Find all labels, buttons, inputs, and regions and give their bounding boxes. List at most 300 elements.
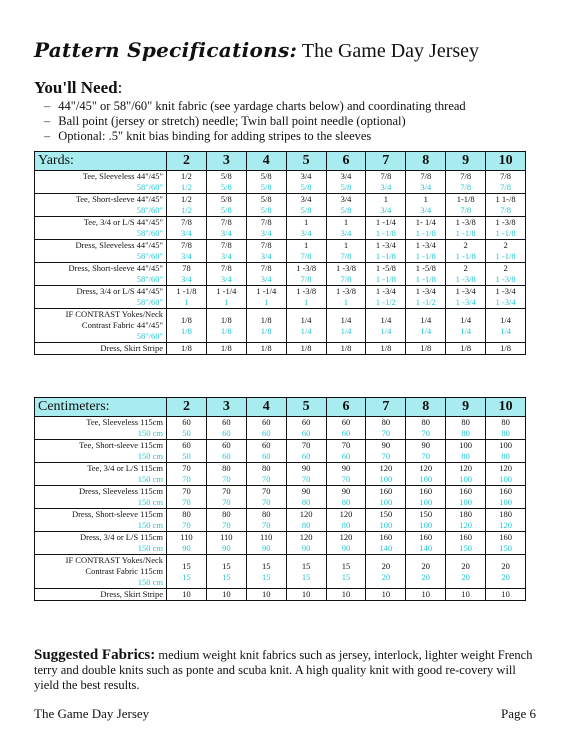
cell-value-alt: 100	[459, 497, 473, 507]
cell-value-primary: 1 -3/8	[335, 263, 357, 273]
row-label-primary: Tee, Sleeveless 115cm	[86, 417, 163, 427]
cell-value-primary: 120	[379, 463, 393, 473]
table-cell	[206, 509, 246, 532]
cell-value-primary: 1/4	[460, 314, 472, 325]
table-cell	[286, 589, 326, 601]
cell-value-alt: 3/4	[220, 228, 232, 238]
row-label-primary: Tee, 3/4 or L/S 44"/45"	[83, 217, 163, 227]
cell-value-primary: 80	[261, 463, 271, 473]
size-header: 5	[286, 152, 326, 171]
cell-value-alt: 140	[379, 543, 393, 553]
cell-value-primary: 120	[339, 509, 353, 519]
cell-value-primary: 7/8	[220, 240, 232, 250]
row-label	[35, 263, 167, 286]
cell-value-primary: 1/4	[380, 314, 392, 325]
table-cell	[446, 486, 486, 509]
table-cell	[406, 263, 446, 286]
page-title-script: Pattern Specifications:	[34, 38, 298, 62]
cell-value-primary: 10	[222, 589, 231, 599]
cell-value-primary: 1/8	[260, 343, 272, 353]
cell-value-primary: 10	[182, 589, 191, 599]
cell-value-primary: 60	[182, 417, 191, 427]
cell-value-primary: 3/4	[340, 194, 352, 204]
cell-value-alt: 20	[381, 571, 391, 582]
cell-value-alt: 5/8	[300, 182, 312, 192]
cell-value-alt: 7/8	[300, 274, 312, 284]
cell-value-alt: 100	[499, 474, 512, 484]
cell-value-alt: 1/4	[340, 325, 352, 336]
cell-value-alt: 90	[261, 543, 271, 553]
cell-value-alt: 1 -3/8	[455, 274, 476, 284]
cell-value-primary: 20	[461, 560, 470, 571]
table-cell	[366, 417, 406, 440]
size-header: 8	[406, 152, 446, 171]
cell-value-alt: 70	[222, 497, 231, 507]
cell-value-alt: 80	[461, 451, 470, 461]
table-cell	[326, 589, 366, 601]
cell-value-primary: 3/4	[300, 194, 312, 204]
table-cell	[446, 171, 486, 194]
table-row	[35, 486, 526, 509]
cell-value-alt: 7/8	[340, 274, 352, 284]
cell-value-alt: 20	[501, 571, 510, 582]
table-row	[35, 589, 526, 601]
cell-value-alt: 1/4	[420, 325, 432, 336]
cell-value-primary: 1- 1/4	[415, 217, 436, 227]
table-cell	[446, 589, 486, 601]
row-label-primary: Dress, Sleeveless 115cm	[79, 486, 163, 496]
table-cell	[406, 343, 446, 355]
cell-value-primary: 70	[222, 486, 231, 496]
size-header: 2	[167, 398, 207, 417]
table-cell	[286, 555, 326, 589]
cell-value-alt: 80	[501, 451, 510, 461]
table-cell	[366, 240, 406, 263]
cell-value-primary: 1/4	[340, 314, 352, 325]
table-cell	[406, 217, 446, 240]
cell-value-alt: 100	[459, 474, 473, 484]
cell-value-alt: 50	[182, 451, 191, 461]
cell-value-alt: 20	[461, 571, 470, 582]
table-cell	[167, 486, 207, 509]
table-cell	[366, 309, 406, 343]
table-cell	[366, 555, 406, 589]
cell-value-alt: 7/8	[500, 205, 511, 215]
cell-value-alt: 1 -1/8	[375, 251, 396, 261]
table-cell	[286, 463, 326, 486]
table-cell	[286, 509, 326, 532]
cell-value-alt: 1/8	[181, 325, 192, 336]
cell-value-primary: 1 -3/4	[375, 240, 396, 250]
cell-value-alt: 1	[224, 297, 229, 307]
cell-value-alt: 1 -3/8	[495, 274, 516, 284]
cell-value-alt: 3/4	[181, 251, 192, 261]
size-header: 2	[167, 152, 207, 171]
cell-value-primary: 150	[379, 509, 393, 519]
cell-value-primary: 1 -3/4	[495, 286, 516, 296]
cell-value-alt: 70	[381, 451, 391, 461]
table-cell	[446, 263, 486, 286]
table-row	[35, 532, 526, 555]
table-cell	[167, 343, 207, 355]
size-header: 3	[206, 152, 246, 171]
cell-value-alt: 80	[501, 428, 510, 438]
cell-value-alt: 100	[499, 497, 512, 507]
table-row	[35, 343, 526, 355]
row-label-primary: IF CONTRAST Yokes/Neck Contrast Fabric 44"/45"	[65, 309, 163, 330]
cell-value-primary: 1/8	[300, 343, 312, 353]
cell-value-primary: 7/8	[500, 171, 511, 181]
table-cell	[326, 286, 366, 309]
table-cell	[286, 486, 326, 509]
cell-value-primary: 10	[421, 589, 431, 599]
table-cell	[446, 309, 486, 343]
cell-value-primary: 2	[463, 240, 468, 250]
cell-value-primary: 160	[419, 486, 433, 496]
cell-value-primary: 1 -3/8	[296, 263, 317, 273]
cell-value-primary: 1 -3/8	[335, 286, 357, 296]
table-row	[35, 463, 526, 486]
cell-value-alt: 70	[381, 428, 391, 438]
cell-value-primary: 80	[461, 417, 470, 427]
cell-value-alt: 150	[499, 543, 512, 553]
cell-value-alt: 150	[459, 543, 473, 553]
cell-value-alt: 100	[379, 520, 393, 530]
cell-value-primary: 10	[501, 589, 510, 599]
cell-value-primary: 60	[301, 417, 311, 427]
table-cell	[167, 417, 207, 440]
cell-value-alt: 70	[182, 474, 191, 484]
row-label-alt: 58"/60"	[136, 205, 163, 215]
table-cell	[446, 440, 486, 463]
row-label-alt: 58"/60"	[136, 228, 163, 238]
cell-value-alt: 60	[261, 428, 271, 438]
cell-value-primary: 10	[261, 589, 271, 599]
table-cell	[206, 194, 246, 217]
row-label-alt: 58"/60"	[136, 251, 163, 261]
cell-value-primary: 60	[261, 417, 271, 427]
cell-value-primary: 1	[343, 240, 349, 250]
cell-value-primary: 160	[499, 486, 512, 496]
cell-value-alt: 15	[341, 571, 351, 582]
header-row	[35, 398, 526, 417]
cell-value-alt: 15	[182, 571, 191, 582]
cell-value-primary: 160	[459, 486, 473, 496]
table-cell	[486, 463, 526, 486]
table-cell	[167, 309, 207, 343]
table-cell	[366, 194, 406, 217]
cell-value-primary: 7/8	[260, 217, 272, 227]
cell-value-primary: 120	[419, 463, 433, 473]
yards-table-body	[35, 171, 526, 355]
table-cell	[486, 440, 526, 463]
cell-value-alt: 80	[341, 497, 351, 507]
cell-value-primary: 5/8	[260, 171, 272, 181]
cell-value-primary: 20	[381, 560, 391, 571]
table-cell	[167, 217, 207, 240]
header-row	[35, 152, 526, 171]
row-label-primary: IF CONTRAST Yokes/Neck Contrast Fabric 115cm	[65, 555, 163, 576]
table-cell	[326, 194, 366, 217]
table-cell	[206, 463, 246, 486]
cell-value-alt: 3/4	[340, 228, 352, 238]
cell-value-alt: 70	[182, 520, 191, 530]
table-cell	[246, 240, 286, 263]
table-cell	[286, 343, 326, 355]
table-cell	[206, 217, 246, 240]
cell-value-primary: 120	[339, 532, 353, 542]
table-row	[35, 555, 526, 589]
cell-value-alt: 7/8	[460, 205, 472, 215]
cell-value-alt: 1/8	[220, 325, 232, 336]
cell-value-primary: 1	[303, 217, 309, 227]
table-cell	[167, 171, 207, 194]
cell-value-alt: 5/8	[340, 182, 352, 192]
table-cell	[486, 217, 526, 240]
table-cell	[446, 555, 486, 589]
needs-heading-colon: :	[117, 78, 123, 97]
table-cell	[286, 417, 326, 440]
table-cell	[406, 440, 446, 463]
table-cell	[246, 217, 286, 240]
cell-value-primary: 1 -3/4	[415, 240, 436, 250]
cell-value-primary: 1 -3/8	[296, 286, 317, 296]
cell-value-primary: 90	[421, 440, 431, 450]
cell-value-primary: 160	[379, 532, 393, 542]
table-cell	[406, 486, 446, 509]
suggested-fabrics-text: medium weight knit fabrics such as jersey, interlock, lighter weight French terry and double knits such as ponte and scuba knit. A high quality knit with good re-covery will yield the best results.	[34, 648, 533, 692]
cell-value-primary: 7/8	[420, 171, 432, 181]
cell-value-primary: 90	[301, 486, 311, 496]
table-cell	[246, 417, 286, 440]
cell-value-alt: 1/8	[260, 325, 272, 336]
footer-title: The Game Day Jersey	[34, 706, 150, 721]
cell-value-alt: 70	[222, 474, 231, 484]
table-cell	[486, 486, 526, 509]
table-cell	[366, 509, 406, 532]
table-cell	[286, 171, 326, 194]
table-cell	[406, 555, 446, 589]
cell-value-primary: 90	[301, 463, 311, 473]
cell-value-primary: 120	[299, 532, 313, 542]
cell-value-primary: 2	[503, 240, 508, 250]
cell-value-primary: 1 -1/4	[256, 286, 277, 296]
cell-value-alt: 15	[222, 571, 231, 582]
table-cell	[486, 555, 526, 589]
cell-value-alt: 3/4	[420, 182, 432, 192]
table-cell	[366, 532, 406, 555]
table-cell	[366, 263, 406, 286]
row-label	[35, 417, 167, 440]
table-cell	[446, 417, 486, 440]
size-header: 6	[326, 152, 366, 171]
row-label	[35, 309, 167, 343]
cell-value-primary: 7/8	[260, 240, 272, 250]
table-cell	[406, 532, 446, 555]
size-header: 9	[446, 398, 486, 417]
cell-value-primary: 80	[421, 417, 431, 427]
table-cell	[246, 343, 286, 355]
cell-value-alt: 80	[301, 520, 311, 530]
cell-value-primary: 70	[182, 463, 191, 473]
table-cell	[406, 194, 446, 217]
table-cell	[326, 171, 366, 194]
table-cell	[486, 589, 526, 601]
cell-value-alt: 3/4	[300, 228, 312, 238]
cell-value-alt: 7/8	[460, 182, 472, 192]
table-cell	[446, 509, 486, 532]
table-cell	[486, 343, 526, 355]
row-label	[35, 286, 167, 309]
table-row	[35, 440, 526, 463]
table-cell	[286, 240, 326, 263]
row-label	[35, 509, 167, 532]
table-cell	[406, 309, 446, 343]
cell-value-primary: 120	[299, 509, 313, 519]
table-cell	[206, 286, 246, 309]
cell-value-alt: 3/4	[220, 274, 232, 284]
cell-value-primary: 100	[459, 440, 473, 450]
cell-value-alt: 3/4	[220, 251, 232, 261]
cell-value-alt: 1	[303, 297, 309, 307]
cell-value-alt: 140	[419, 543, 433, 553]
row-label	[35, 440, 167, 463]
size-header: 4	[246, 152, 286, 171]
cell-value-primary: 120	[459, 463, 473, 473]
table-cell	[406, 463, 446, 486]
cell-value-alt: 5/8	[340, 205, 352, 215]
table-cell	[446, 532, 486, 555]
row-label-primary: Dress, 3/4 or L/S 44"/45"	[76, 286, 163, 296]
table-cell	[167, 263, 207, 286]
cell-value-alt: 90	[222, 543, 231, 553]
yards-table	[34, 151, 526, 355]
cell-value-alt: 80	[341, 520, 351, 530]
row-label-primary: Dress, 3/4 or L/S 115cm	[79, 532, 163, 542]
table-cell	[486, 263, 526, 286]
cell-value-primary: 7/8	[260, 263, 272, 273]
row-label	[35, 555, 167, 589]
table-cell	[326, 509, 366, 532]
size-header: 5	[286, 398, 326, 417]
cell-value-primary: 1	[343, 217, 349, 227]
cell-value-alt: 3/4	[260, 274, 272, 284]
table-cell	[406, 589, 446, 601]
cell-value-primary: 1 -1/4	[216, 286, 237, 296]
cell-value-alt: 100	[419, 497, 433, 507]
centimeters-table-header	[35, 398, 526, 417]
cell-value-alt: 100	[419, 474, 433, 484]
cell-value-alt: 50	[182, 428, 191, 438]
size-header: 3	[206, 398, 246, 417]
table-row	[35, 171, 526, 194]
cell-value-primary: 1/8	[500, 343, 511, 353]
cell-value-primary: 90	[381, 440, 391, 450]
table-cell	[286, 263, 326, 286]
cell-value-primary: 1 -3/4	[375, 286, 396, 296]
table-cell	[246, 463, 286, 486]
cell-value-alt: 1/4	[460, 325, 472, 336]
cell-value-alt: 60	[341, 451, 351, 461]
table-cell	[246, 486, 286, 509]
cell-value-alt: 1 -1/8	[495, 228, 516, 238]
cell-value-alt: 90	[341, 543, 351, 553]
cell-value-primary: 80	[381, 417, 391, 427]
cell-value-alt: 1 -1/2	[415, 297, 436, 307]
cell-value-alt: 3/4	[181, 274, 192, 284]
cell-value-primary: 1/8	[181, 343, 192, 353]
table-cell	[326, 263, 366, 286]
cell-value-primary: 7/8	[181, 217, 192, 227]
cell-value-primary: 1 -1/4	[375, 217, 396, 227]
row-label-alt: 58"/60"	[136, 274, 163, 284]
cell-value-primary: 1/8	[380, 343, 392, 353]
table-cell	[167, 240, 207, 263]
table-cell	[486, 509, 526, 532]
cell-value-primary: 160	[459, 532, 473, 542]
table-cell	[167, 555, 207, 589]
cell-value-alt: 100	[379, 474, 393, 484]
yards-table-header	[35, 152, 526, 171]
cell-value-alt: 70	[261, 474, 271, 484]
cell-value-alt: 20	[421, 571, 431, 582]
cell-value-alt: 7/8	[300, 251, 312, 261]
table-cell	[167, 509, 207, 532]
table-cell	[286, 217, 326, 240]
table-row	[35, 194, 526, 217]
needs-list	[44, 99, 466, 144]
cell-value-primary: 1/8	[460, 343, 472, 353]
table-cell	[486, 240, 526, 263]
table-cell	[246, 263, 286, 286]
cell-value-alt: 1/4	[500, 325, 511, 336]
cell-value-alt: 1	[343, 297, 349, 307]
cell-value-alt: 3/4	[380, 205, 392, 215]
table-cell	[366, 286, 406, 309]
cell-value-primary: 15	[301, 560, 311, 571]
cell-value-alt: 1/2	[181, 205, 192, 215]
cell-value-primary: 7/8	[220, 217, 232, 227]
cell-value-alt: 1/4	[380, 325, 392, 336]
row-label-alt: 150 cm	[137, 577, 163, 587]
cell-value-alt: 80	[461, 428, 470, 438]
cell-value-primary: 1-1/8	[456, 194, 475, 204]
table-cell	[286, 440, 326, 463]
cell-value-alt: 60	[261, 451, 271, 461]
row-label-primary: Dress, Short-sleeve 44"/45"	[68, 263, 163, 273]
table-cell	[167, 194, 207, 217]
cell-value-alt: 1 -3/4	[455, 297, 476, 307]
cell-value-primary: 70	[341, 440, 351, 450]
cell-value-alt: 100	[419, 520, 433, 530]
cell-value-primary: 1 1-/8	[495, 194, 516, 204]
cell-value-primary: 80	[222, 509, 231, 519]
table-cell	[326, 555, 366, 589]
table-cell	[206, 417, 246, 440]
cell-value-alt: 1 -1/2	[375, 297, 396, 307]
table-row	[35, 309, 526, 343]
size-header: 7	[366, 152, 406, 171]
cell-value-primary: 70	[301, 440, 311, 450]
cell-value-primary: 15	[261, 560, 271, 571]
cell-value-primary: 1 -3/8	[455, 217, 476, 227]
cell-value-primary: 60	[222, 417, 231, 427]
cell-value-primary: 90	[341, 486, 351, 496]
cell-value-alt: 3/4	[260, 228, 272, 238]
cell-value-alt: 5/8	[220, 182, 232, 192]
needs-heading-text: You'll Need	[34, 78, 118, 97]
cell-value-primary: 1 -3/8	[495, 217, 516, 227]
